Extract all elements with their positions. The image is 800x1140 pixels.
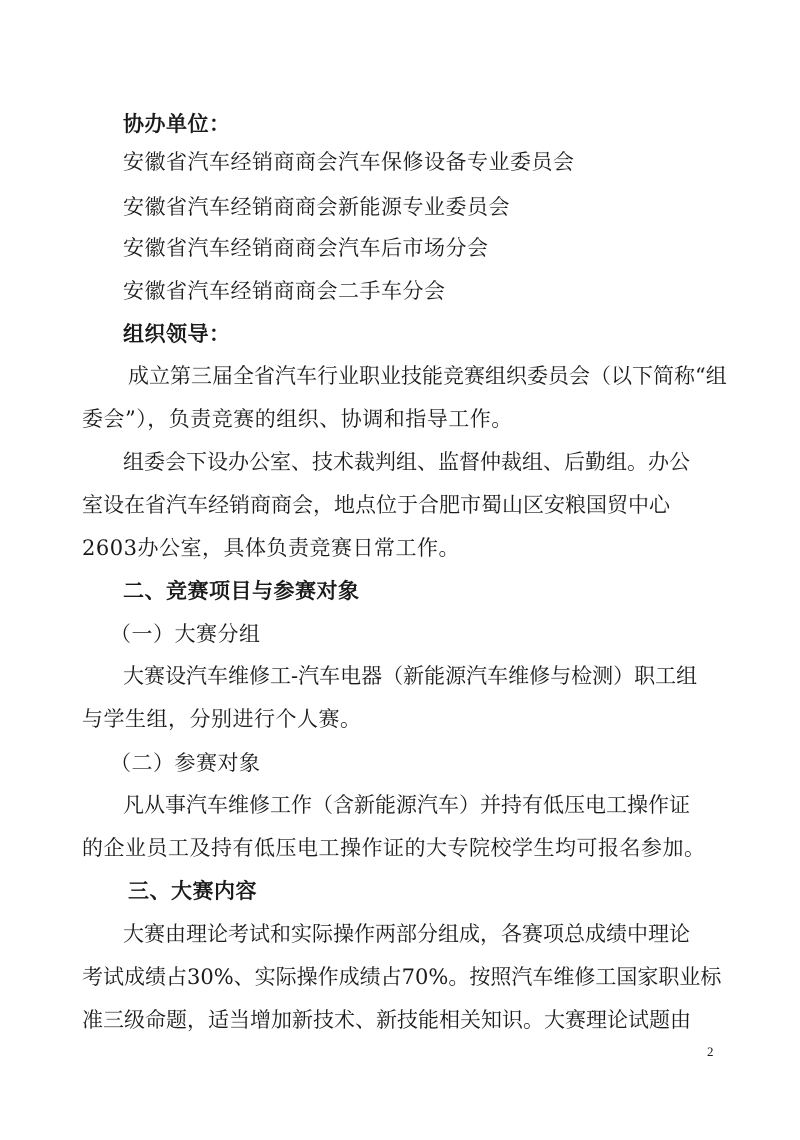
subsection-heading: （二）参赛对象: [110, 751, 261, 775]
page-number: 2: [707, 1044, 714, 1059]
co-organizer-item: 安徽省汽车经销商商会二手车分会: [123, 279, 446, 303]
section-heading: 三、大赛内容: [128, 879, 257, 903]
paragraph-line: 与学生组，分别进行个人赛。: [82, 707, 362, 731]
subsection-heading: （一）大赛分组: [110, 622, 261, 646]
co-organizers-heading: 协办单位：: [123, 112, 231, 136]
paragraph-line: 准三级命题，适当增加新技术、新技能相关知识。大赛理论试题由: [82, 1008, 691, 1032]
leadership-paragraph-line: 室设在省汽车经销商商会，地点位于合肥市蜀山区安粮国贸中心: [82, 493, 670, 517]
leadership-paragraph-line: 委会”），负责竞赛的组织、协调和指导工作。: [82, 407, 513, 431]
paragraph-line: 凡从事汽车维修工作（含新能源汽车）并持有低压电工操作证: [123, 793, 690, 817]
paragraph-line: 考试成绩占30%、实际操作成绩占70%。按照汽车维修工国家职业标: [82, 965, 722, 989]
paragraph-line: 的企业员工及持有低压电工操作证的大专院校学生均可报名参加。: [82, 836, 706, 860]
co-organizer-item: 安徽省汽车经销商商会汽车后市场分会: [123, 236, 489, 260]
leadership-paragraph-line: 2603办公室，具体负责竞赛日常工作。: [82, 536, 460, 560]
leadership-heading: 组织领导：: [123, 322, 231, 346]
paragraph-line: 大赛设汽车维修工-汽车电器（新能源汽车维修与检测）职工组: [123, 664, 698, 688]
paragraph-line: 大赛由理论考试和实际操作两部分组成，各赛项总成绩中理论: [123, 922, 690, 946]
section-heading: 二、竞赛项目与参赛对象: [123, 579, 360, 603]
co-organizer-item: 安徽省汽车经销商商会新能源专业委员会: [123, 195, 510, 219]
leadership-paragraph-line: 组委会下设办公室、技术裁判组、监督仲裁组、后勤组。办公: [123, 450, 690, 474]
leadership-paragraph-line: 成立第三届全省汽车行业职业技能竞赛组织委员会（以下简称“组: [128, 364, 727, 388]
co-organizer-item: 安徽省汽车经销商商会汽车保修设备专业委员会: [123, 150, 575, 174]
